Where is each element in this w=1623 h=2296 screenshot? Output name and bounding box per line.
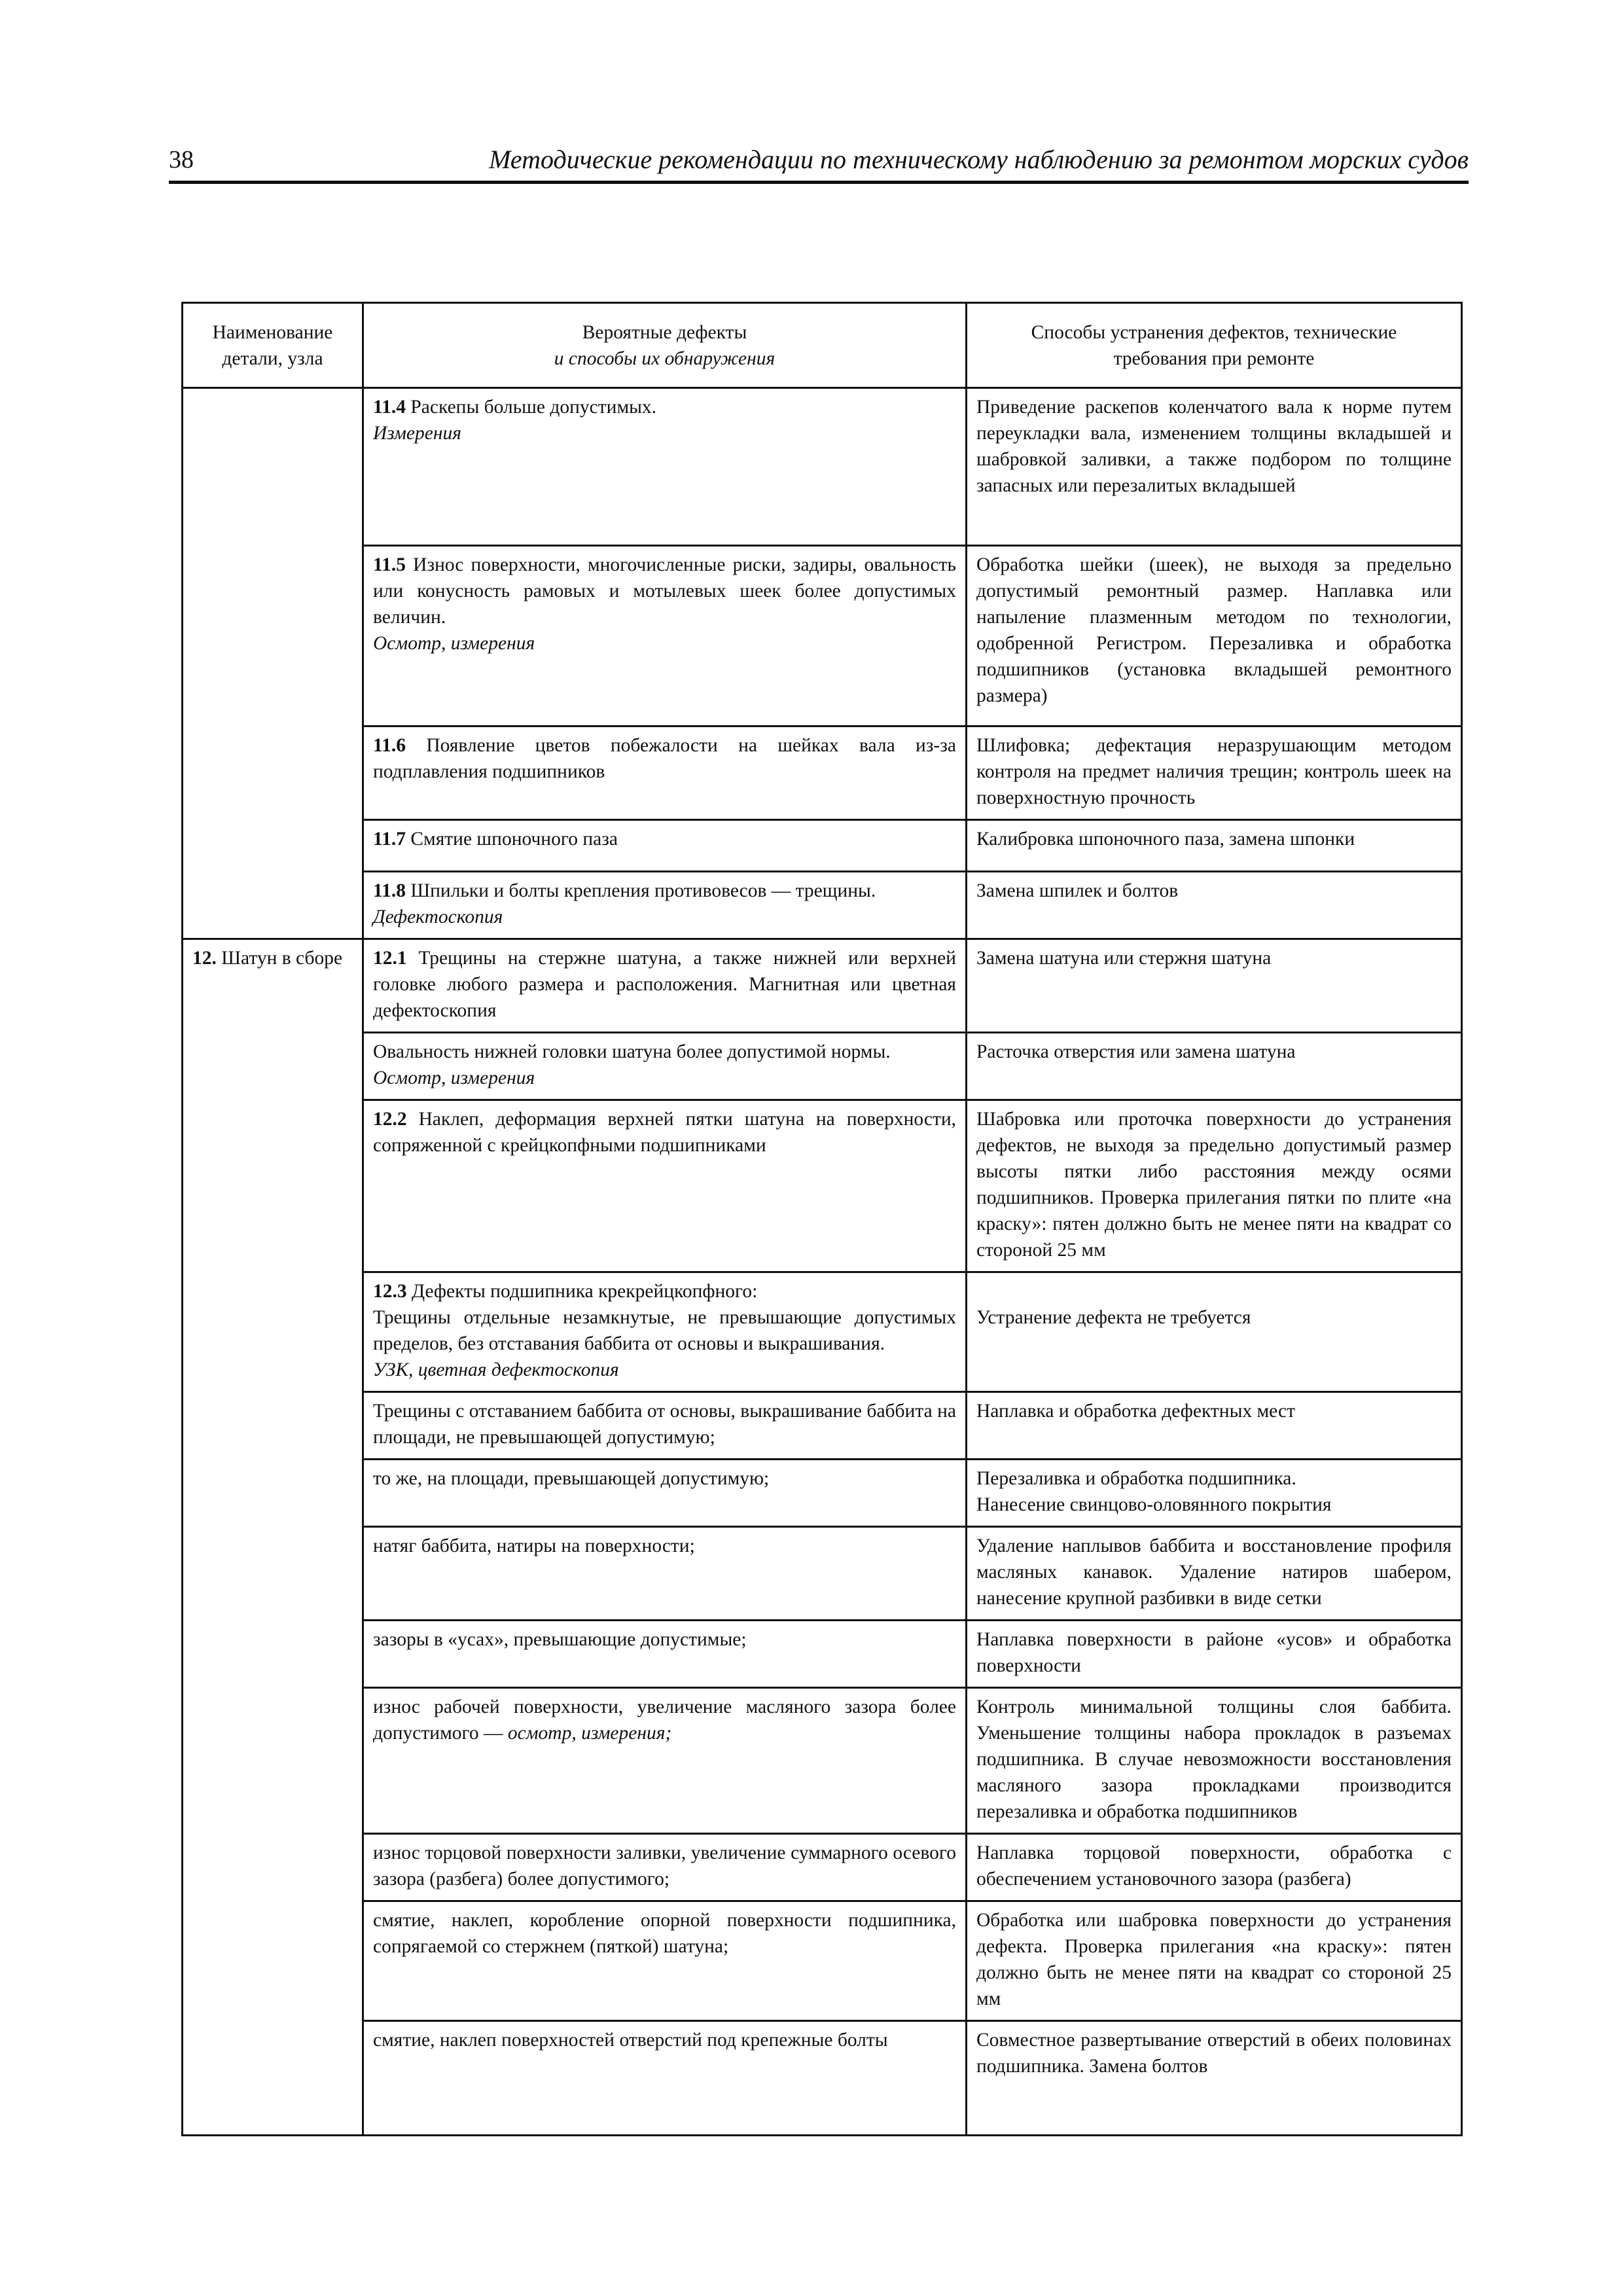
item-number: 11.6 [373, 735, 406, 756]
fix-text: Обработка шейки (шеек), не выходя за предельно допустимый ремонтный размер. Наплавка или напыление плазменным методом по технологии, одобренной Регистром. Перезаливка и обработка подшипников (установка вкладышей ремонтного размера) [976, 554, 1452, 706]
fix-cell [967, 1272, 1462, 1392]
fix-cell [967, 1527, 1462, 1621]
table-row [183, 1033, 1462, 1100]
item-number: 12.2 [373, 1109, 407, 1130]
fix-cell [967, 820, 1462, 872]
fix-cell [967, 1033, 1462, 1100]
table-row [183, 2021, 1462, 2136]
defect-text: Трещины с отставанием баббита от основы, выкрашивание баббита на площади, не превышающей допустимую; [373, 1401, 956, 1448]
detection-method: Дефектоскопия [373, 906, 503, 927]
item-number: 11.7 [373, 829, 406, 850]
defect-text: смятие, наклеп, коробление опорной поверхности подшипника, сопрягаемой со стержнем (пяткой) шатуна; [373, 1910, 956, 1957]
fix-text-continued: Нанесение свинцово-оловянного покрытия [976, 1494, 1332, 1515]
fix-cell [967, 1621, 1462, 1688]
defect-cell [363, 388, 967, 546]
column-header-defect: Вероятные дефекты и способы их обнаружения [363, 303, 967, 388]
table-row [183, 1392, 1462, 1460]
item-number: 11.4 [373, 397, 406, 418]
defect-text-continued: Трещины отдельные незамкнутые, не превышающие допустимых пределов, без отставания баббита от основы и выкрашивания. [373, 1307, 956, 1354]
detection-method: Осмотр, измерения [373, 633, 535, 654]
table-row [183, 1688, 1462, 1834]
defect-cell [363, 872, 967, 939]
defect-text: износ рабочей поверхности, увеличение масляного зазора более допустимого — [373, 1696, 956, 1744]
fix-text: Замена шатуна или стержня шатуна [976, 948, 1272, 969]
item-number: 12.1 [373, 948, 407, 969]
defect-text: смятие, наклеп поверхностей отверстий под крепежные болты [373, 2030, 888, 2051]
fix-cell [967, 1688, 1462, 1834]
defect-text: Раскепы больше допустимых. [406, 397, 657, 418]
fix-cell [967, 546, 1462, 726]
defect-cell [363, 1460, 967, 1527]
detection-method: Осмотр, измерения [373, 1067, 535, 1088]
defect-cell [363, 2021, 967, 2136]
table-row [183, 1272, 1462, 1392]
table-body [183, 388, 1462, 2136]
fix-text: Наплавка торцовой поверхности, обработка с обеспечением установочного зазора (разбега) [976, 1842, 1452, 1890]
table-row [183, 1621, 1462, 1688]
fix-text: Наплавка поверхности в районе «усов» и обработка поверхности [976, 1629, 1452, 1676]
fix-cell [967, 1834, 1462, 1901]
defect-cell [363, 1527, 967, 1621]
defect-text: Шпильки и болты крепления противовесов — трещины. [406, 880, 876, 901]
defect-text: то же, на площади, превышающей допустимую; [373, 1468, 770, 1489]
table-row [183, 939, 1462, 1033]
defect-cell [363, 1688, 967, 1834]
fix-text: Перезаливка и обработка подшипника. [976, 1468, 1296, 1489]
detection-method: УЗК, цветная дефектоскопия [373, 1359, 619, 1380]
fix-text: Наплавка и обработка дефектных мест [976, 1401, 1295, 1422]
defect-text: Трещины на стержне шатуна, а также нижней или верхней головке любого размера и расположения. Магнитная или цветная дефектоскопия [373, 948, 956, 1021]
defect-cell [363, 726, 967, 820]
fix-text: Устранение дефекта не требуется [976, 1307, 1251, 1328]
defect-text: износ торцовой поверхности заливки, увеличение суммарного осевого зазора (разбега) более допустимого; [373, 1842, 956, 1890]
fix-cell [967, 726, 1462, 820]
defect-text: Наклеп, деформация верхней пятки шатуна на поверхности, сопряженной с крейцкопфными подшипниками [373, 1109, 956, 1156]
page-title: Методические рекомендации по техническому наблюдению за ремонтом морских судов [489, 145, 1469, 174]
defect-text: Дефекты подшипника крекрейцкопфного: [406, 1281, 758, 1302]
fix-cell [967, 1392, 1462, 1460]
table-row [183, 1100, 1462, 1272]
fix-cell [967, 1901, 1462, 2021]
defect-cell [363, 820, 967, 872]
fix-cell [967, 1100, 1462, 1272]
defect-text: Износ поверхности, многочисленные риски, задиры, овальность или конусность рамовых и мотылевых шеек более допустимых величин. [373, 554, 956, 628]
defect-cell [363, 1033, 967, 1100]
table-row [183, 388, 1462, 546]
table-row [183, 546, 1462, 726]
fix-text: Шабровка или проточка поверхности до устранения дефектов, не выходя за предельно допустимый размер высоты пятки либо расстояния между осями подшипников. Проверка прилегания пятки по плите «на краску»: пятен должно быть не менее пяти на квадрат со стороной 25 мм [976, 1109, 1452, 1261]
defect-cell [363, 1834, 967, 1901]
defect-text: Появление цветов побежалости на шейках вала из-за подплавления подшипников [373, 735, 956, 782]
column-header-part: Наименование детали, узла [183, 303, 363, 388]
item-number: 11.5 [373, 554, 406, 575]
fix-text: Шлифовка; дефектация неразрушающим методом контроля на предмет наличия трещин; контроль шеек на поверхностную прочность [976, 735, 1452, 808]
item-number: 11.8 [373, 880, 406, 901]
fix-text: Совместное развертывание отверстий в обеих половинах подшипника. Замена болтов [976, 2030, 1452, 2077]
table-row [183, 1901, 1462, 2021]
fix-text: Калибровка шпоночного паза, замена шпонки [976, 829, 1355, 850]
fix-cell [967, 939, 1462, 1033]
page-number: 38 [169, 146, 194, 173]
column-header-fix: Способы устранения дефектов, технические требования при ремонте [967, 303, 1462, 388]
detection-method: Измерения [373, 423, 461, 444]
defect-cell [363, 939, 967, 1033]
defect-cell [363, 1621, 967, 1688]
defect-text: зазоры в «усах», превышающие допустимые; [373, 1629, 747, 1650]
defect-text: Смятие шпоночного паза [406, 829, 618, 850]
fix-cell [967, 872, 1462, 939]
fix-text: Приведение раскепов коленчатого вала к норме путем переукладки вала, изменением толщины вкладышей и шабровкой заливки, а также подбором по толщине запасных или перезалитых вкладышей [976, 397, 1452, 496]
defect-text: Овальность нижней головки шатуна более допустимой нормы. [373, 1041, 891, 1062]
fix-cell [967, 2021, 1462, 2136]
fix-text: Замена шпилек и болтов [976, 880, 1179, 901]
defect-cell [363, 1392, 967, 1460]
fix-text: Расточка отверстия или замена шатуна [976, 1041, 1296, 1062]
detection-method: осмотр, измерения; [507, 1723, 672, 1744]
fix-text: Обработка или шабровка поверхности до устранения дефекта. Проверка прилегания «на краску»: пятен должно быть не менее пяти на квадрат со стороной 25 мм [976, 1910, 1452, 2009]
part-cell: 12. Шатун в сборе [183, 939, 363, 2136]
defect-cell [363, 1100, 967, 1272]
table-header-row [183, 303, 1462, 388]
defect-cell [363, 1272, 967, 1392]
table-row [183, 726, 1462, 820]
table-row [183, 1460, 1462, 1527]
fix-text: Удаление наплывов баббита и восстановление профиля масляных канавок. Удаление натиров шабером, нанесение крупной разбивки в виде сетки [976, 1535, 1452, 1609]
table-row [183, 1527, 1462, 1621]
fix-cell [967, 1460, 1462, 1527]
table-row [183, 1834, 1462, 1901]
fix-text: Контроль минимальной толщины слоя баббита. Уменьшение толщины набора прокладок в разъемах подшипника. В случае невозможности восстановления масляного зазора прокладками производится перезаливка и обработка подшипников [976, 1696, 1452, 1822]
table-row [183, 820, 1462, 872]
defect-cell [363, 546, 967, 726]
defect-table [181, 302, 1463, 2136]
page-header [169, 144, 1469, 184]
defect-cell [363, 1901, 967, 2021]
part-cell [183, 388, 363, 939]
item-number: 12.3 [373, 1281, 407, 1302]
table-row [183, 872, 1462, 939]
defect-text: натяг баббита, натиры на поверхности; [373, 1535, 695, 1556]
fix-cell [967, 388, 1462, 546]
